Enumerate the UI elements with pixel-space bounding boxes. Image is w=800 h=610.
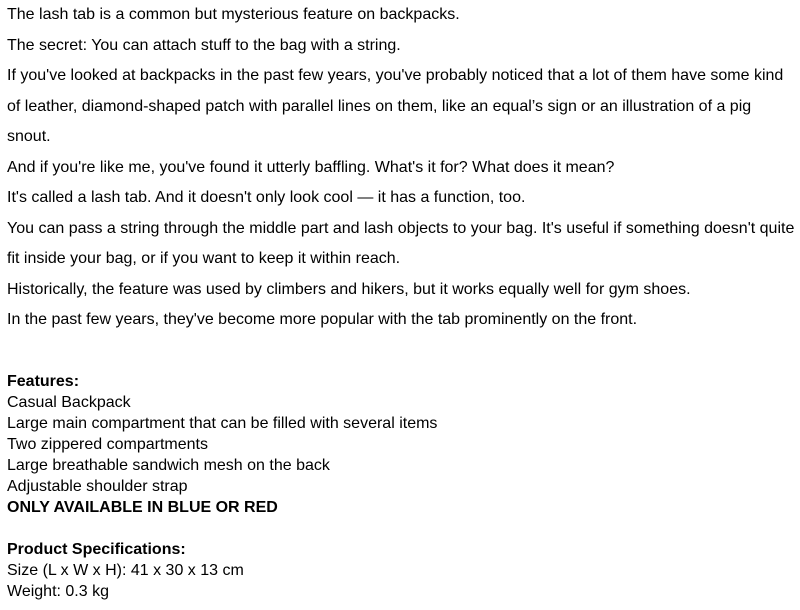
intro-paragraph: And if you're like me, you've found it utterly baffling. What's it for? What does it mean? (7, 158, 615, 176)
intro-paragraph: You can pass a string through the middle part and lash objects to your bag. It's useful if something doesn't quite fit inside your bag, or if you want to keep it within reach. (7, 219, 795, 267)
intro-paragraph: The secret: You can attach stuff to the bag with a string. (7, 36, 401, 54)
availability-note: ONLY AVAILABLE IN BLUE OR RED (7, 499, 278, 516)
intro-paragraph: It's called a lash tab. And it doesn't only look cool — it has a function, too. (7, 189, 526, 206)
feature-item: Large breathable sandwich mesh on the back (7, 457, 330, 474)
feature-item: Large main compartment that can be filled with several items (7, 415, 438, 432)
spec-weight: Weight: 0.3 kg (7, 583, 109, 600)
feature-item: Casual Backpack (7, 394, 131, 411)
intro-paragraph: If you've looked at backpacks in the past few years, you've probably noticed that a lot of them have some kind of leather, diamond-shaped patch with parallel lines on them, like an equal’s sign or an illustration of a pig snout. (7, 67, 784, 145)
feature-item: Two zippered compartments (7, 436, 208, 453)
features-heading: Features: (7, 373, 80, 390)
specs-heading: Product Specifications: (7, 541, 186, 558)
spec-size: Size (L x W x H): 41 x 30 x 13 cm (7, 562, 244, 579)
section-spacer (7, 518, 797, 539)
intro-paragraph: The lash tab is a common but mysterious feature on backpacks. (7, 6, 460, 23)
intro-paragraph: Historically, the feature was used by climbers and hikers, but it works equally well for gym shoes. (7, 280, 691, 298)
intro-paragraph: In the past few years, they've become more popular with the tab prominently on the front. (7, 311, 638, 328)
product-description (7, 0, 797, 336)
feature-item: Adjustable shoulder strap (7, 478, 188, 495)
product-details (7, 371, 797, 602)
